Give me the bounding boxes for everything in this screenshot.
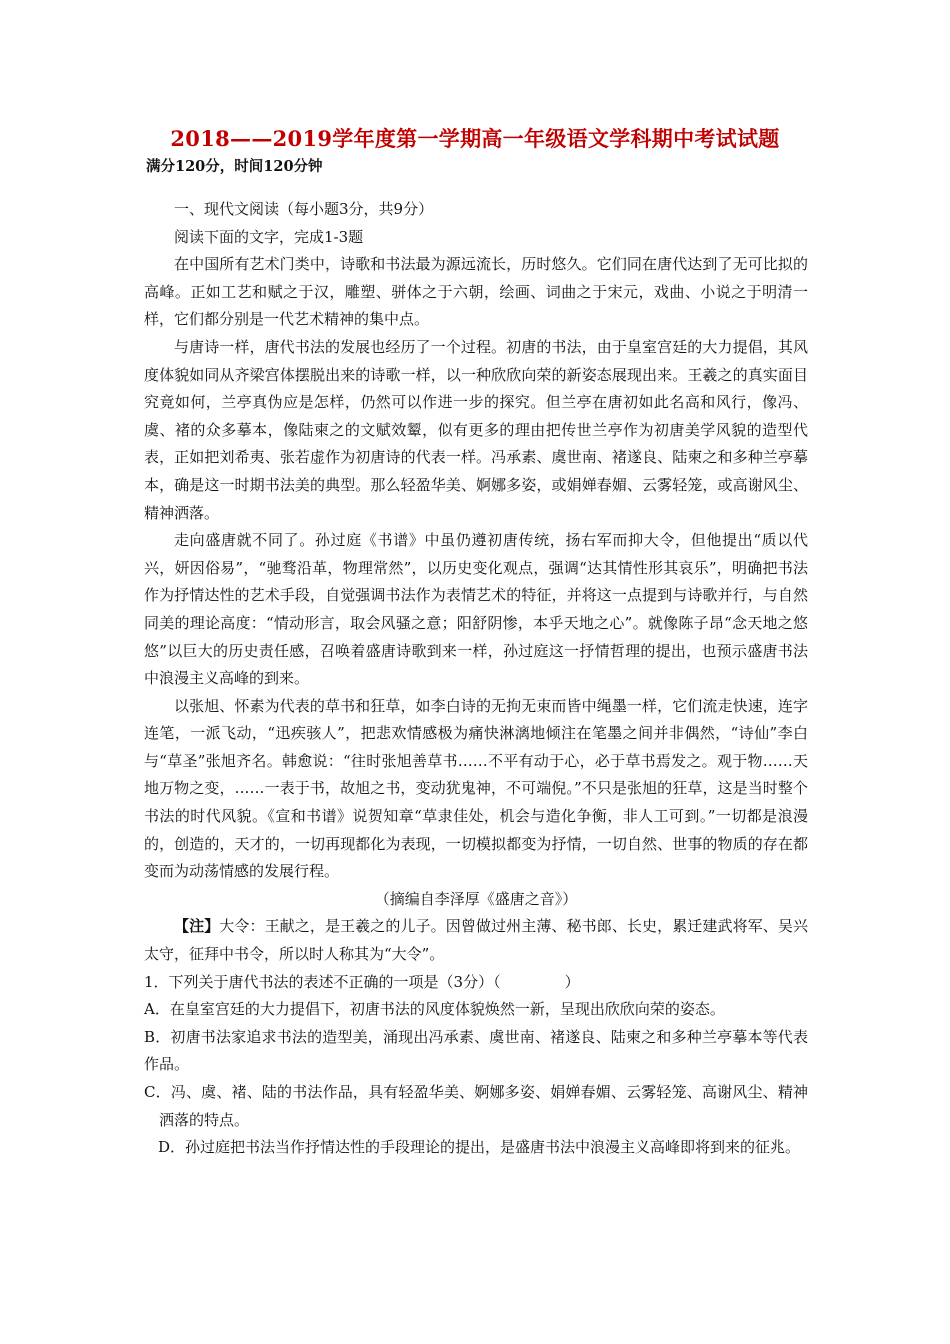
question-stem-text: 1．下列关于唐代书法的表述不正确的一项是（3分）（ (144, 972, 501, 991)
passage-paragraph: 以张旭、怀素为代表的草书和狂草，如李白诗的无拘无束而皆中绳墨一样，它们流走快速，连字连笔，一派飞动，“迅疾骇人”，把悲欢情感极为痛快淋漓地倾注在笔墨之间并非偶然，“诗仙”李白与“草圣”张旭齐名。韩愈说：“往时张旭善草书……不平有动于心，必于草书焉发之。观于物……天地万物之变，……一表于书，故旭之书，变动犹鬼神，不可端倪。”不只是张旭的狂草，这是当时整个书法的时代风貌。《宣和书谱》说贺知章“草隶佳处，机会与造化争衡，非人工可到。”一切都是浪漫的，创造的，天才的，一切再现都化为表现，一切模拟都变为抒情，一切自然、世事的物质的存在都变而为动荡情感的发展行程。 (144, 696, 808, 881)
question-stem (144, 969, 808, 997)
exam-title: 2018——2019学年度第一学期高一年级语文学科期中考试试题 (170, 126, 780, 151)
option-c: C．冯、虞、褚、陆的书法作品，具有轻盈华美、婀娜多姿、娟婵春媚、云雾轻笼、高谢风尘、精神洒落的特点。 (144, 1083, 808, 1129)
option-d: D．孙过庭把书法当作抒情达性的手段理论的提出，是盛唐书法中浪漫主义高峰即将到来的征兆。 (158, 1138, 801, 1157)
note-text: 大令：王献之，是王羲之的儿子。因曾做过州主薄、秘书郎、长史，累迁建武将军、吴兴太守，征拜中书令，所以时人称其为“大令”。 (144, 917, 808, 964)
passage-source: （摘编自李泽厚《盛唐之音》） (374, 889, 578, 908)
option-b: B．初唐书法家追求书法的造型美，涌现出冯承素、虞世南、褚遂良、陆柬之和多种兰亭摹本等代表作品。 (144, 1027, 808, 1074)
exam-subtitle: 满分120分，时间120分钟 (146, 158, 323, 175)
question-stem-end: ） (564, 972, 580, 991)
passage-paragraph: 与唐诗一样，唐代书法的发展也经历了一个过程。初唐的书法，由于皇室宫廷的大力提倡，其风度体貌如同从齐梁宫体摆脱出来的诗歌一样，以一种欣欣向荣的新姿态展现出来。王羲之的真实面目究竟如何，兰亭真伪应是怎样，仍然可以作进一步的探究。但兰亭在唐初如此名高和风行，像冯、虞、褚的众多摹本，像陆柬之的文赋效颦，似有更多的理由把传世兰亭作为初唐美学风貌的造型代表，正如把刘希夷、张若虚作为初唐诗的代表一样。冯承素、虞世南、褚遂良、陆柬之和多种兰亭摹本，确是这一时期书法美的典型。那么轻盈华美、婀娜多姿，或娟婵春媚、云雾轻笼，或高谢风尘、精神洒落。 (144, 337, 808, 522)
section-heading: 一、现代文阅读（每小题3分，共9分） (174, 200, 434, 218)
passage-paragraph: 在中国所有艺术门类中，诗歌和书法最为源远流长，历时悠久。它们同在唐代达到了无可比拟的高峰。正如工艺和赋之于汉，雕塑、骈体之于六朝，绘画、词曲之于宋元，戏曲、小说之于明清一样，它们都分别是一代艺术精神的集中点。 (144, 255, 808, 329)
section-instruction: 阅读下面的文字，完成1-3题 (174, 227, 364, 246)
passage-note (144, 913, 808, 968)
exam-body (144, 196, 808, 1162)
option-a: A．在皇室宫廷的大力提倡下，初唐书法的风度体貌焕然一新，呈现出欣欣向荣的姿态。 (144, 1000, 725, 1019)
note-mark: 【注】 (174, 917, 220, 936)
passage-paragraph: 走向盛唐就不同了。孙过庭《书谱》中虽仍遵初唐传统，扬右军而抑大令，但他提出“质以代兴，妍因俗易”，“驰骛沿革，物理常然”，以历史变化观点，强调“达其情性形其哀乐”，明确把书法作为抒情达性的艺术手段，自觉强调书法作为表情艺术的特征，并将这一点提到与诗歌并行，与自然同美的理论高度：“情动形言，取会风骚之意；阳舒阴惨，本乎天地之心”。就像陈子昂“念天地之悠悠”以巨大的历史责任感，召唤着盛唐诗歌到来一样，孙过庭这一抒情哲理的提出，也预示盛唐书法中浪漫主义高峰的到来。 (144, 531, 808, 688)
